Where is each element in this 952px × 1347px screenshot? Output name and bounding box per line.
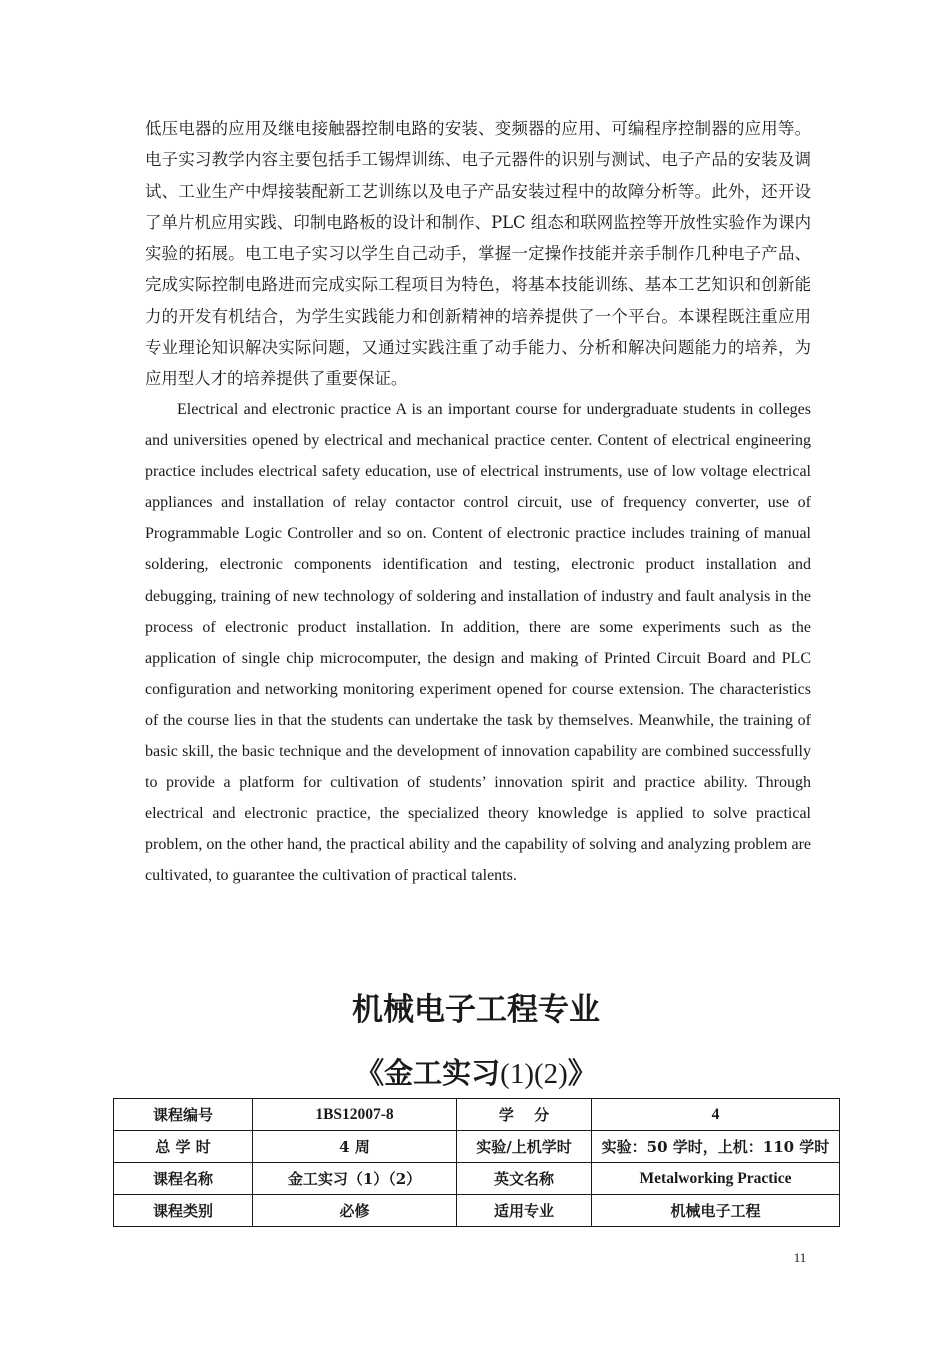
course-type-value: 必修 xyxy=(253,1195,457,1227)
total-hours-label: 总 学 时 xyxy=(114,1131,253,1163)
english-name-label: 英文名称 xyxy=(457,1163,592,1195)
major-title: 机械电子工程专业 xyxy=(352,992,600,1028)
chinese-description-paragraph: 低压电器的应用及继电接触器控制电路的安装、变频器的应用、可编程序控制器的应用等。电子实习教学内容主要包括手工锡焊训练、电子元器件的识别与测试、电子产品的安装及调试、工业生产中焊接装配新工艺训练以及电子产品安装过程中的故障分析等。此外，还开设了单片机应用实践、印制电路板的设计和制作、PLC 组态和联网监控等开放性实验作为课内实验的拓展。电工电子实习以学生自己动手，掌握一定操作技能并亲手制作几种电子产品、完成实际控制电路进而完成实际工程项目为特色，将基本技能训练、基本工艺知识和创新能力的开发有机结合，为学生实践能力和创新精神的培养提供了一个平台。本课程既注重应用专业理论知识解决实际问题，又通过实践注重了动手能力、分析和解决问题能力的培养，为应用型人才的培养提供了重要保证。 xyxy=(145,119,811,389)
english-name-value: Metalworking Practice xyxy=(592,1163,840,1195)
table-row xyxy=(114,1131,840,1163)
course-info-table xyxy=(113,1098,840,1227)
course-title xyxy=(0,1050,952,1097)
table-row xyxy=(114,1163,840,1195)
course-name-value: 金工实习（1）（2） xyxy=(253,1163,457,1195)
table-row xyxy=(114,1195,840,1227)
applicable-major-value: 机械电子工程 xyxy=(592,1195,840,1227)
course-name-label: 课程名称 xyxy=(114,1163,253,1195)
course-type-label: 课程类别 xyxy=(114,1195,253,1227)
course-title-open: 《金工实习 xyxy=(355,1056,501,1090)
applicable-major-label: 适用专业 xyxy=(457,1195,592,1227)
total-hours-value: 4 周 xyxy=(253,1131,457,1163)
page-number: 11 xyxy=(793,1250,807,1265)
course-code-value: 1BS12007-8 xyxy=(253,1099,457,1131)
credit-label: 学 分 xyxy=(457,1099,592,1131)
lab-hours-label: 实验/上机学时 xyxy=(457,1131,592,1163)
course-code-label: 课程编号 xyxy=(114,1099,253,1131)
table-row xyxy=(114,1099,840,1131)
course-title-number: (1)(2) xyxy=(500,1058,568,1090)
lab-hours-value: 实验：50 学时，上机：110 学时 xyxy=(592,1131,840,1163)
english-description-paragraph: Electrical and electronic practice A is an important course for undergraduate students in colleges and universities opened by electrical and mechanical practice center. Content of electrical engineering practice includes electrical safety education, use of electrical instruments, use of low voltage electrical appliances and installation of relay contactor control circuit, use of frequency converter, use of Programmable Logic Controller and so on. Content of electronic practice includes training of manual soldering, electronic components identification and testing, electronic product installation and debugging, training of new technology of soldering and installation of industry and fault analysis in the process of electronic product installation. In addition, there are some experiments such as the application of single chip microcomputer, the design and making of Printed Circuit Board and PLC configuration and networking monitoring experiment opened for course extension. The characteristics of the course lies in that the students can undertake the task by themselves. Meanwhile, the training of basic skill, the basic technique and the development of innovation capability are combined successfully to provide a platform for cultivation of students’ innovation spirit and practice ability. Through electrical and electronic practice, the specialized theory knowledge is applied to solve practical problem, on the other hand, the practical ability and the capability of solving and analyzing problem are cultivated, to guarantee the cultivation of practical talents. xyxy=(145,401,811,885)
course-title-close: 》 xyxy=(567,1056,597,1090)
credit-value: 4 xyxy=(592,1099,840,1131)
